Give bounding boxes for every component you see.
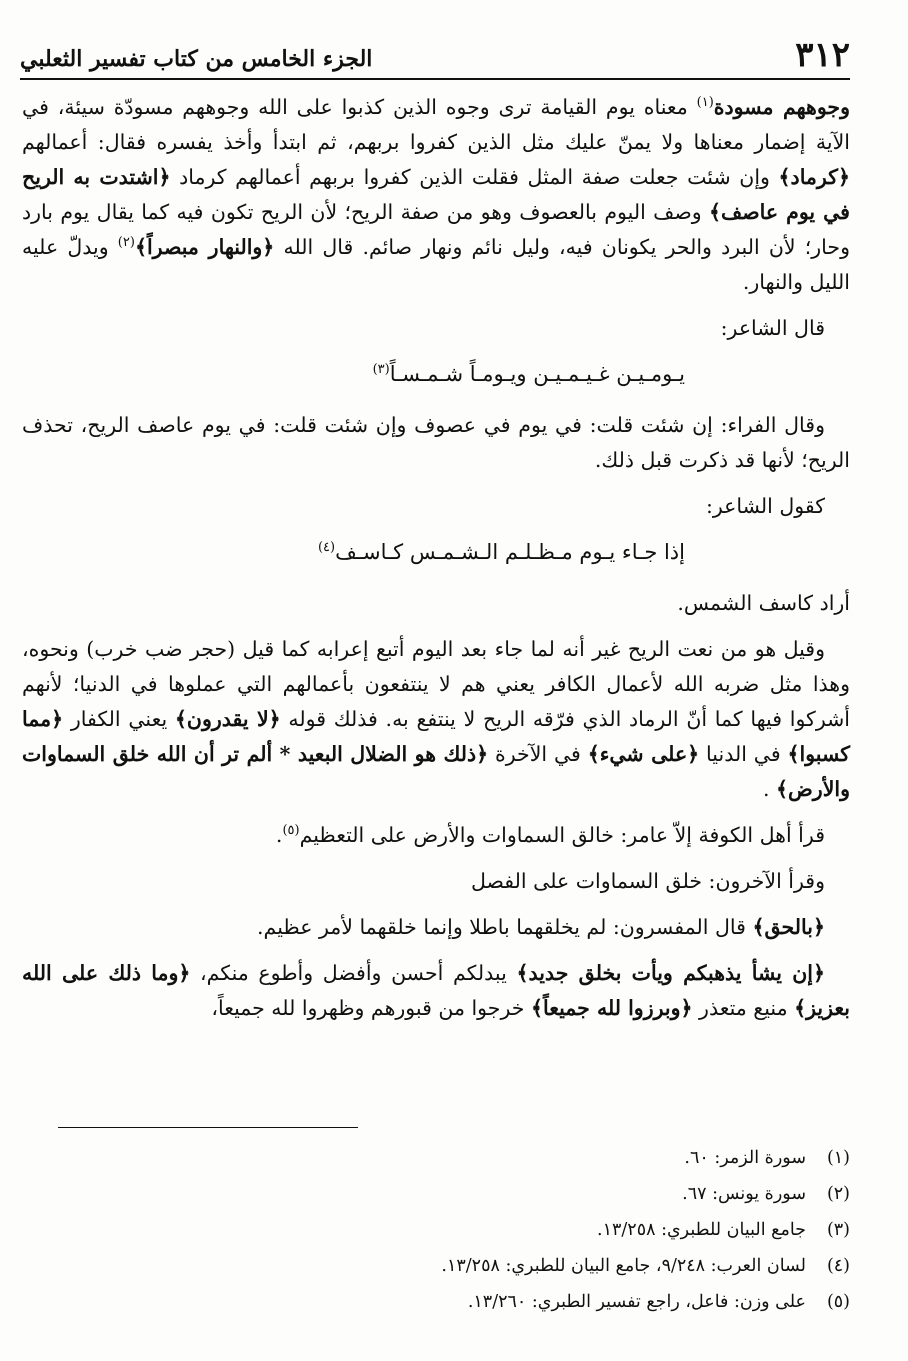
verse-1 xyxy=(22,357,685,392)
footnote-marker: (٣) xyxy=(372,362,390,377)
text-run: في الآخرة xyxy=(488,742,588,766)
footnote-number: (١) xyxy=(826,1148,850,1168)
verse-text: يـومـيـن غـيـمـيـن ويـومـاً شـمـسـاً xyxy=(389,362,685,386)
quran-quote: ﴿والنهار مبصراً﴾ xyxy=(134,235,275,259)
running-title: الجزء الخامس من كتاب تفسير الثعلبي xyxy=(20,46,373,72)
footnote-text: على وزن: فاعل، راجع تفسير الطبري: ١٣/٢٦٠. xyxy=(467,1292,806,1312)
footnote-item xyxy=(58,1176,850,1212)
text-run: . xyxy=(762,777,777,801)
paragraph-7 xyxy=(22,818,850,853)
quran-quote: ﴿وبرزوا لله جميعاً﴾ xyxy=(530,996,693,1020)
page-number: ٣١٢ xyxy=(795,35,850,75)
paragraph-5: أراد كاسف الشمس. xyxy=(677,591,850,615)
paragraph-8: وقرأ الآخرون: خلق السماوات على الفصل xyxy=(470,869,825,893)
footnote-item xyxy=(58,1284,850,1320)
footnote-number: (٢) xyxy=(826,1184,850,1204)
text-run: قال المفسرون: لم يخلقهما باطلا وإنما خلقهما لأمر عظيم. xyxy=(257,915,753,939)
text-run: . xyxy=(275,823,283,847)
footnote-number: (٥) xyxy=(826,1292,850,1312)
footnote-marker: (١) xyxy=(696,95,714,111)
text-run: يبدلكم أحسن وأفضل وأطوع منكم، xyxy=(190,961,517,985)
quran-quote: ﴿وما ذلك على الله بعزيز﴾ xyxy=(22,961,850,1020)
footnote-number: (٣) xyxy=(826,1220,850,1240)
quran-quote: ﴿كرماد﴾ xyxy=(778,165,850,189)
paragraph-1 xyxy=(22,90,850,300)
quran-quote: ﴿ذلك هو الضلال البعيد * ألم تر أن الله خلق السماوات والأرض﴾ xyxy=(22,742,850,801)
footnote-marker: (٤) xyxy=(317,540,336,555)
text-run: وإن شئت جعلت صفة المثل فقلت الذين كفروا بربهم أعمالهم كرماد xyxy=(170,165,779,189)
footnote-text: لسان العرب: ٩/٢٤٨، جامع البيان للطبري: ١٣/٢٥٨. xyxy=(441,1256,806,1276)
footnote-text: سورة الزمر: ٦٠. xyxy=(684,1148,806,1168)
text-run: يعني الكفار xyxy=(63,707,175,731)
footnote-text: جامع البيان للطبري: ١٣/٢٥٨. xyxy=(597,1220,806,1240)
text-run: منيع متعذر xyxy=(692,996,795,1020)
footnote-item xyxy=(58,1248,850,1284)
paragraph-4: كقول الشاعر: xyxy=(705,494,825,518)
footnotes xyxy=(58,1140,850,1320)
footnote-text: سورة يونس: ٦٧. xyxy=(682,1184,806,1204)
quran-quote: ﴿مما كسبوا﴾ xyxy=(22,707,851,766)
footnote-separator xyxy=(58,1127,358,1128)
paragraph-10 xyxy=(22,956,850,1026)
text-run: وصف اليوم بالعصوف وهو من صفة الريح؛ لأن الريح تكون فيه كما يقال يوم بارد وحار؛ لأن البرد والحر يكونان فيه، وليل نائم ونهار صائم. قال الله xyxy=(22,200,850,259)
verse-2 xyxy=(22,535,685,570)
quran-quote: ﴿على شيء﴾ xyxy=(587,742,700,766)
footnote-item xyxy=(58,1212,850,1248)
text-run: خرجوا من قبورهم وظهروا لله جميعاً، xyxy=(211,996,531,1020)
verse-text: إذا جـاء يـوم مـظـلـم الـشـمـس كـاسـف xyxy=(335,540,685,564)
paragraph-6 xyxy=(22,632,850,807)
footnote-marker: (٢) xyxy=(117,235,135,251)
footnote-number: (٤) xyxy=(826,1256,850,1276)
page-header xyxy=(20,22,850,80)
text-run: ويدلّ عليه الليل والنهار. xyxy=(22,235,850,294)
quran-quote: ﴿بالحق﴾ xyxy=(752,915,825,939)
text-run: في الدنيا xyxy=(699,742,788,766)
footnote-item xyxy=(58,1140,850,1176)
quran-quote: ﴿لا يقدرون﴾ xyxy=(174,707,281,731)
paragraph-9 xyxy=(22,910,850,945)
paragraph-3: وقال الفراء: إن شئت قلت: في يوم في عصوف وإن شئت قلت: في يوم عاصف الريح، تحذف الريح؛ لأنها قد ذكرت قبل ذلك. xyxy=(22,413,850,472)
quran-quote: وجوههم مسودة xyxy=(713,95,851,119)
main-text xyxy=(22,90,850,1037)
paragraph-2: قال الشاعر: xyxy=(720,316,825,340)
text-run: معناه يوم القيامة ترى وجوه الذين كذبوا على الله وجوههم مسودّة سيئة، في الآية إضمار معناها ولا يمنّ عليك مثل الذين كفروا بربهم، ثم ابتدأ وأخذ يفسره فقال: أعمالهم xyxy=(22,95,850,154)
text-run: وقيل هو من نعت الريح غير أنه لما جاء بعد اليوم أتبع إعرابه كما قيل (حجر ضب خرب) ونحوه، وهذا مثل ضربه الله لأعمال الكافر يعني هم لا ينتفعون بأعمالهم التي عملوها في الدنيا؛ لأنهم أشركوا فيها كما أنّ الرماد الذي فرّقه الريح لا ينتفع به. فذلك قوله xyxy=(22,637,850,731)
footnote-marker: (٥) xyxy=(282,823,300,839)
text-run: قرأ أهل الكوفة إلاّ عامر: خالق السماوات والأرض على التعظيم xyxy=(299,823,825,847)
quran-quote: ﴿اشتدت به الريح في يوم عاصف﴾ xyxy=(22,165,850,224)
quran-quote: ﴿إن يشأ يذهبكم ويأت بخلق جديد﴾ xyxy=(516,961,826,985)
